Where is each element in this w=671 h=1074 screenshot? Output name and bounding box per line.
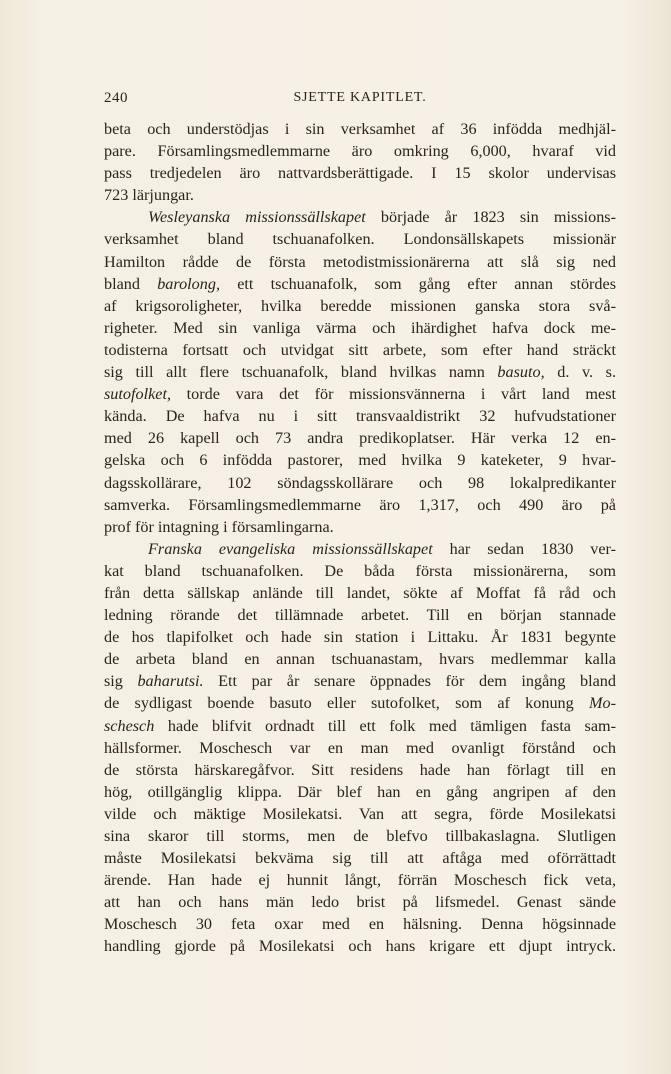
text-segment: gelska och 6 infödda pastorer, med hvilka 9 kateketer, 9 hvar- (104, 451, 616, 470)
text-line (104, 206, 616, 228)
text-line (104, 935, 616, 957)
text-line (104, 118, 616, 140)
text-line (104, 538, 616, 560)
text-segment: från detta sällskap anlände till landet, sökte af Moffat få råd och (104, 583, 616, 602)
text-line (104, 405, 616, 427)
text-segment: beta och understödjas i sin verksamhet af 36 infödda medhjäl- (104, 120, 616, 138)
italic-text: Franska evangeliska missionssällskapet (148, 539, 433, 558)
italic-text: basuto, (497, 363, 545, 382)
text-segment: torde vara det för missionsvännerna i vårt land mest (171, 385, 616, 404)
text-segment: de största härskaregåfvor. Sitt residens hade han förlagt till en (104, 760, 616, 779)
text-line (104, 913, 616, 935)
text-line (104, 759, 616, 781)
text-segment: har sedan 1830 ver- (432, 539, 616, 558)
page-header (104, 90, 616, 110)
italic-text: sutofolket, (104, 385, 171, 404)
text-line (104, 869, 616, 891)
text-line (104, 847, 616, 869)
text-line (104, 737, 616, 759)
text-line (104, 251, 616, 273)
text-segment: handling gjorde på Mosilekatsi och hans krigare ett djupt intryck. (104, 937, 616, 956)
text-segment: 723 lärjungar. (104, 186, 194, 205)
text-segment: prof för intagning i församlingarna. (104, 517, 334, 536)
text-segment: pass tredjedelen äro nattvardsberättigade. I 15 skolor undervisas (104, 164, 616, 183)
running-head: SJETTE KAPITLET. (293, 90, 427, 105)
text-segment: Hamilton rådde de första metodistmissionärerna att slå sig ned (104, 252, 616, 271)
text-line (104, 273, 616, 295)
text-segment: todisterna fortsatt och utvidgat sitt arbete, som efter hand sträckt (104, 340, 616, 359)
text-segment: righeter. Med sin vanliga värma och ihärdighet hafva dock me- (104, 318, 616, 337)
text-segment: af krigsoroligheter, hvilka beredde missionen ganska stora svå- (104, 296, 616, 315)
italic-text: schesch (104, 716, 155, 735)
text-segment: sig (104, 672, 138, 691)
text-segment: vilde och mäktige Mosilekatsi. Van att segra, förde Mosilekatsi (104, 804, 616, 823)
text-line (104, 449, 616, 471)
text-segment: började år 1823 sin missions- (365, 208, 616, 227)
text-segment: Ett par år senare öppnades för dem ingång bland (203, 672, 616, 691)
text-segment: pare. Församlingsmedlemmarne äro omkring 6,000, hvaraf vid (104, 142, 616, 161)
text-segment: de sydligast boende basuto eller sutofolket, som af konung (104, 694, 590, 713)
text-segment: kat bland tschuanafolken. De båda första missionärerna, som (104, 561, 616, 580)
text-line (104, 692, 616, 714)
text-line (104, 162, 616, 184)
text-segment: måste Mosilekatsi bekväma sig till att aftåga med oförrättadt (104, 849, 616, 868)
text-line (104, 670, 616, 692)
text-segment: sina skaror till storms, men de blefvo tillbakaslagna. Slutligen (104, 827, 616, 845)
text-line (104, 317, 616, 339)
text-segment: med 26 kapell och 73 andra predikoplatser. Här verka 12 en- (104, 429, 616, 448)
text-line (104, 825, 616, 847)
text-line (104, 339, 616, 361)
text-segment: att han och hans män ledo brist på lifsmedel. Genast sände (104, 893, 616, 912)
text-line (104, 803, 616, 825)
text-line (104, 781, 616, 803)
text-segment: hög, otillgänglig klippa. Där blef han en gång angripen af den (104, 782, 616, 801)
text-line (104, 891, 616, 913)
text-line (104, 361, 616, 383)
text-line (104, 383, 616, 405)
text-line (104, 560, 616, 582)
italic-text: baharutsi. (137, 672, 204, 691)
text-segment: ärende. Han hade ej hunnit långt, förrän Moschesch fick veta, (104, 871, 616, 890)
italic-text: barolong, (157, 274, 220, 293)
text-segment: samverka. Församlingsmedlemmarne äro 1,317, och 490 äro på (104, 495, 616, 514)
text-line (104, 582, 616, 604)
italic-text: Mo- (589, 694, 616, 713)
text-line (104, 604, 616, 626)
text-segment: d. v. s. (544, 363, 616, 382)
text-segment: ett tschuanafolk, som gång efter annan stördes (220, 274, 617, 293)
text-segment: Moschesch 30 feta oxar med en hälsning. Denna högsinnade (104, 915, 616, 934)
body-text (104, 118, 616, 958)
text-segment: kända. De hafva nu i sitt transvaaldistrikt 32 hufvudstationer (104, 407, 616, 426)
text-segment: bland (104, 274, 158, 293)
text-segment: hällsformer. Moschesch var en man med ovanligt förstånd och (104, 738, 616, 757)
text-segment: ledning rörande det tillämnade arbetet. Till en början stannade (104, 606, 616, 625)
text-segment: de hos tlapifolket och hade sin station i Littaku. År 1831 begynte (104, 628, 616, 647)
text-line (104, 184, 616, 206)
text-segment: hade blifvit ordnadt till ett folk med tämligen fasta sam- (154, 716, 616, 735)
text-line (104, 295, 616, 317)
italic-text: Wesleyanska missionssällskapet (148, 208, 366, 227)
text-segment: de arbeta bland en annan tschuanastam, hvars medlemmar kalla (104, 650, 616, 669)
page-number: 240 (104, 90, 128, 106)
text-line (104, 494, 616, 516)
text-line (104, 648, 616, 670)
text-segment: dagsskollärare, 102 söndagsskollärare och 98 lokalpredikanter (104, 473, 616, 492)
text-line (104, 427, 616, 449)
text-line (104, 516, 616, 538)
text-line (104, 472, 616, 494)
text-segment: sig till allt flere tschuanafolk, bland hvilkas namn (104, 363, 498, 382)
text-line (104, 626, 616, 648)
text-line (104, 715, 616, 737)
text-line (104, 228, 616, 250)
text-line (104, 140, 616, 162)
text-segment: verksamhet bland tschuanafolken. Londonsällskapets missionär (104, 230, 616, 249)
